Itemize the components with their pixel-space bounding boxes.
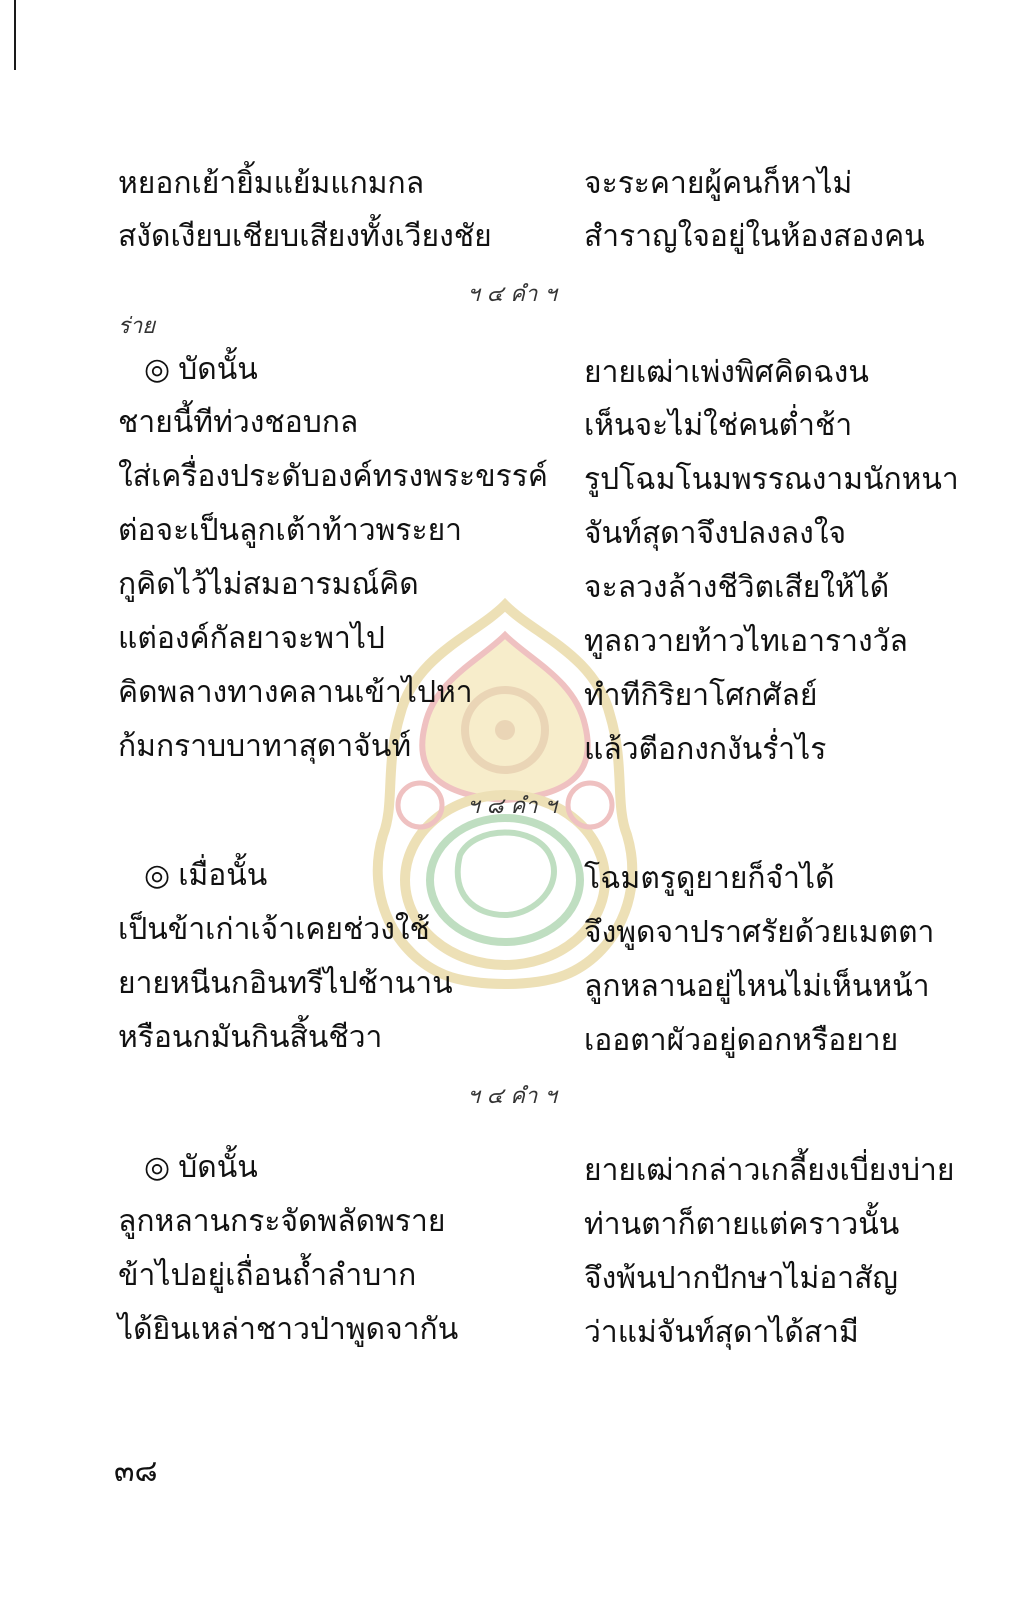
speaker-line [144, 856, 267, 896]
verse-left: ลูกหลานกระจัดพลัดพราย [118, 1204, 446, 1239]
verse-left: ยายหนีนกอินทรีไปช้านาน [118, 966, 453, 1001]
verse-right: จะลวงล้างชีวิตเสียให้ได้ [584, 570, 890, 605]
verse-right: รูปโฉมโนมพรรณงามนักหนา [584, 462, 959, 497]
verse-right: ลูกหลานอยู่ไหนไม่เห็นหน้า [584, 969, 930, 1004]
verse-right: เออตาผัวอยู่ดอกหรือยาย [584, 1023, 899, 1058]
verse-right: จึงพ้นปากปักษาไม่อาสัญ [584, 1261, 898, 1296]
verse-right: ทำทีกิริยาโศกศัลย์ [584, 678, 818, 713]
verse-right: จันท์สุดาจึงปลงลงใจ [584, 516, 847, 551]
verse-left: ใส่เครื่องประดับองค์ทรงพระขรรค์ [118, 459, 548, 494]
verse-right: ว่าแม่จันท์สุดาได้สามี [584, 1315, 859, 1350]
bullet-icon: ◎ [144, 1150, 171, 1185]
verse-left: ต่อจะเป็นลูกเต้าท้าวพระยา [118, 513, 463, 548]
verse-left: ก้มกราบบาทาสุดาจันท์ [118, 729, 412, 764]
speaker-label: บัดนั้น [178, 352, 258, 387]
verse-form-label: ร่าย [118, 314, 156, 339]
scan-edge-line [14, 0, 16, 70]
verse-left-2: สงัดเงียบเชียบเสียงทั้งเวียงชัย [118, 219, 492, 254]
stanza-marker: ฯ ๔ คำ ฯ [467, 282, 557, 307]
verse-right: เห็นจะไม่ใช่คนต่ำช้า [584, 408, 853, 443]
speaker-label: บัดนั้น [178, 1150, 258, 1185]
verse-right-2: สำราญใจอยู่ในห้องสองคน [584, 219, 925, 254]
verse-right: ยายเฒ่ากล่าวเกลี้ยงเบี่ยงบ่าย [584, 1153, 955, 1188]
bullet-icon: ◎ [144, 858, 171, 893]
verse-right: โฉมตรูดูยายก็จำได้ [584, 861, 835, 896]
verse-right: ทูลถวายท้าวไทเอารางวัล [584, 624, 908, 659]
verse-left: คิดพลางทางคลานเข้าไปหา [118, 675, 473, 710]
page-number: ๓๘ [114, 1454, 158, 1489]
speaker-line [144, 1148, 258, 1188]
verse-left: ข้าไปอยู่เถื่อนถ้ำลำบาก [118, 1258, 417, 1293]
verse-right-1: จะระคายผู้คนก็หาไม่ [584, 166, 853, 201]
verse-right: แล้วตีอกงกงันร่ำไร [584, 732, 827, 767]
verse-right: จึงพูดจาปราศรัยด้วยเมตตา [584, 915, 935, 950]
verse-left-1: หยอกเย้ายิ้มแย้มแกมกล [118, 166, 425, 201]
verse-left: แต่องค์กัลยาจะพาไป [118, 621, 385, 656]
bullet-icon: ◎ [144, 352, 171, 387]
verse-left: ได้ยินเหล่าชาวป่าพูดจากัน [118, 1312, 459, 1347]
verse-left: ชายนี้ทีท่วงชอบกล [118, 405, 359, 440]
verse-left: เป็นข้าเก่าเจ้าเคยช่วงใช้ [118, 912, 430, 947]
speaker-label: เมื่อนั้น [178, 858, 268, 893]
verse-right: ท่านตาก็ตายแต่คราวนั้น [584, 1207, 900, 1242]
verse-left: หรือนกมันกินสิ้นชีวา [118, 1020, 383, 1055]
stanza-marker: ฯ ๘ คำ ฯ [467, 794, 557, 819]
speaker-line [144, 350, 258, 390]
verse-left: กูคิดไว้ไม่สมอารมณ์คิด [118, 567, 419, 602]
verse-right: ยายเฒ่าเพ่งพิศคิดฉงน [584, 355, 869, 390]
stanza-marker: ฯ ๔ คำ ฯ [467, 1084, 557, 1109]
